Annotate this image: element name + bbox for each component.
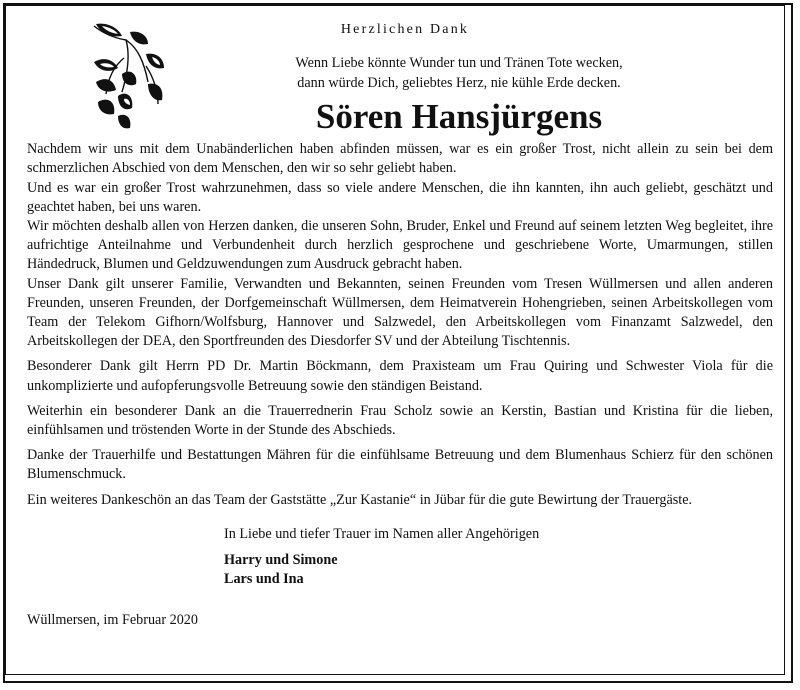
verse-line: dann würde Dich, geliebtes Herz, nie kühle Erde decken. [297, 75, 621, 92]
verse [27, 53, 773, 93]
obituary-notice [27, 18, 773, 631]
paragraph: Unser Dank gilt unserer Familie, Verwandten und Bekannten, seinen Freunden vom Tresen Wüllmersen und allen anderen Freunden, unseren Freunden, der Dorfgemeinschaft Wüllmersen, dem Heimatverein Hohengrieben, seinen Arbeitskollegen vom Team der Telekom Gifhorn/Wolfsburg, Hannover und Salzwedel, den Arbeitskollegen vom Finanzamt Salzwedel, den Arbeitskollegen der DEA, den Sportfreunden des Diesdorfer SV und der Abteilung Tischtennis. [27, 275, 773, 350]
deceased-name: Sören Hansjürgens [315, 97, 603, 137]
signature-line: Lars und Ina [224, 571, 304, 588]
notice-header: Herzlichen Dank [340, 22, 470, 37]
signature-line: Harry und Simone [224, 552, 338, 569]
paragraph: Und es war ein großer Trost wahrzunehmen, dass so viele andere Menschen, die ihn kannten, ihn auch geliebt, geschätzt und geachtet haben, bei uns waren. [27, 179, 773, 215]
signatures [224, 551, 773, 589]
paragraph: Weiterhin ein besonderer Dank an die Trauerrednerin Frau Scholz sowie an Kerstin, Bastian und Kristina für die lieben, einfühlsamen und tröstenden Worte in der Stunde des Abschieds. [27, 402, 773, 439]
paragraph: Danke der Trauerhilfe und Bestattungen Mähren für die einfühlsame Betreuung und dem Blumenhaus Schierz für den schönen Blumenschmuck. [27, 447, 773, 483]
paragraph: Ein weiteres Dankeschön an das Team der Gaststätte „Zur Kastanie“ in Jübar für die gute Bewirtung der Trauergäste. [27, 491, 693, 508]
paragraph: Wir möchten deshalb allen von Herzen danken, die unseren Sohn, Bruder, Enkel und Freund auf seinem letzten Weg begleitet, ihre aufrichtige Anteilnahme und Verbundenheit durch herzlich gesprochene und geschriebene Worte, Umarmungen, stillen Händedruck, Blumen und Geldzuwendungen zum Ausdruck gebracht haben. [27, 218, 773, 273]
closing-line: In Liebe und tiefer Trauer im Namen aller Angehörigen [224, 525, 540, 542]
paragraph: Besonderer Dank gilt Herrn PD Dr. Martin Böckmann, dem Praxisteam um Frau Quiring und Schwester Viola für die unkomplizierte und aufopferungsvolle Betreuung sowie den ständigen Beistand. [27, 358, 773, 394]
paragraph: Nachdem wir uns mit dem Unabänderlichen haben abfinden müssen, war es ein großer Trost, nicht allein zu sein bei dem schmerzlichen Abschied von dem Menschen, den wir so sehr geliebt haben. [27, 141, 773, 177]
place-date: Wüllmersen, im Februar 2020 [27, 612, 198, 629]
verse-line: Wenn Liebe könnte Wunder tun und Tränen Tote wecken, [295, 55, 623, 72]
